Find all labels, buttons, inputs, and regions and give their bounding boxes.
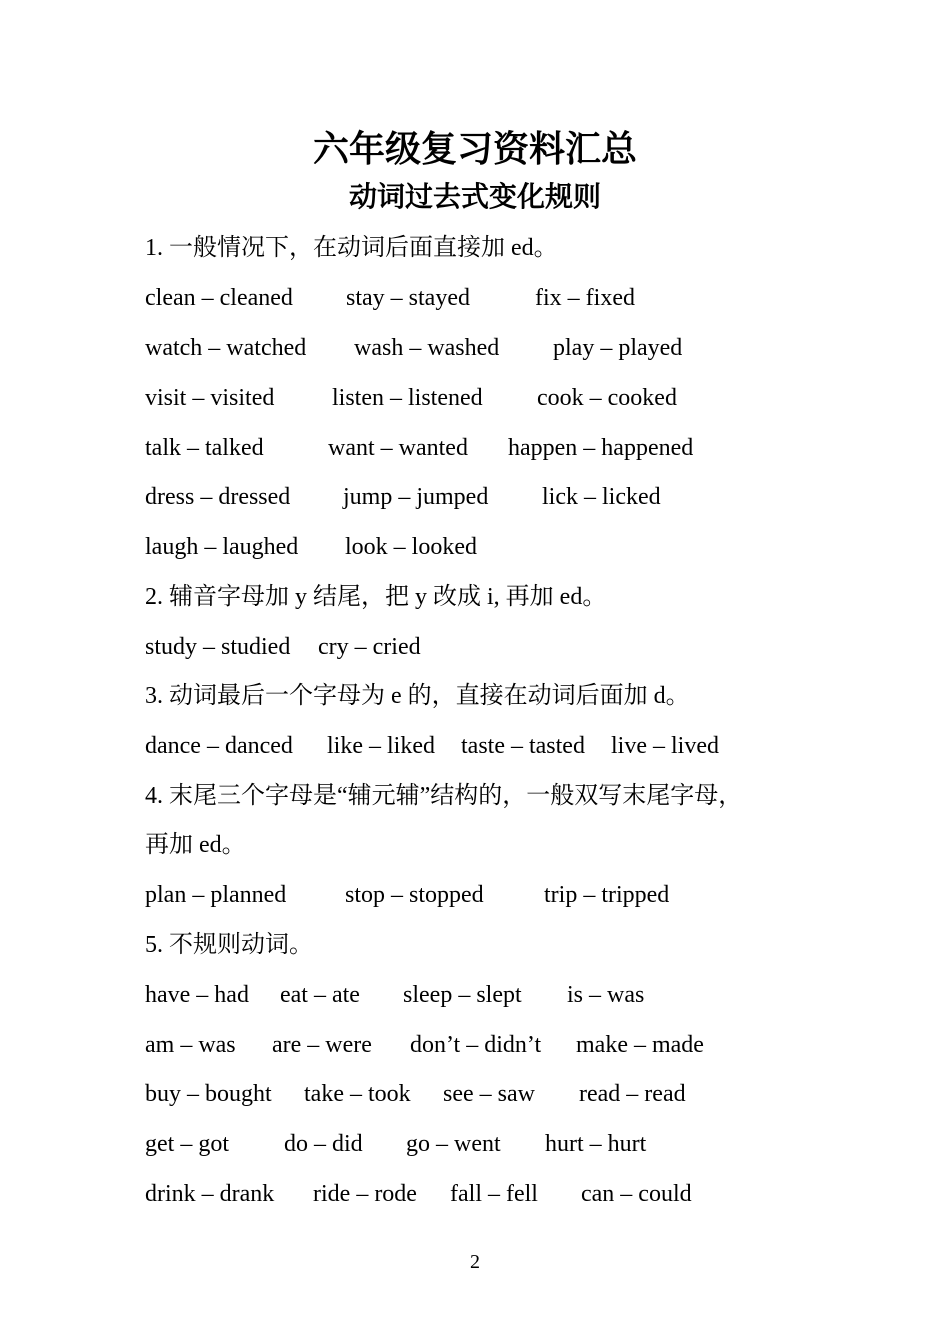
verb-pair: sleep – slept — [403, 982, 522, 1008]
rule-2-heading: 2. 辅音字母加 y 结尾，把 y 改成 i, 再加 ed。 — [145, 584, 607, 610]
verb-pair: happen – happened — [508, 435, 694, 461]
verb-pair: jump – jumped — [343, 484, 489, 510]
verb-pair: lick – licked — [542, 484, 661, 510]
verb-pair: cry – cried — [318, 634, 421, 660]
verb-pair: visit – visited — [145, 385, 275, 411]
verb-pair: can – could — [581, 1181, 692, 1207]
verb-pair: like – liked — [327, 733, 435, 759]
verb-pair: talk – talked — [145, 435, 264, 461]
verb-pair: is – was — [567, 982, 645, 1008]
verb-pair: fix – fixed — [535, 285, 635, 311]
verb-pair: fall – fell — [450, 1181, 538, 1207]
verb-pair: take – took — [304, 1081, 411, 1107]
verb-pair: read – read — [579, 1081, 686, 1107]
verb-pair: cook – cooked — [537, 385, 677, 411]
verb-pair: live – lived — [611, 733, 719, 759]
verb-pair: ride – rode — [313, 1181, 417, 1207]
verb-pair: listen – listened — [332, 385, 483, 411]
verb-pair: plan – planned — [145, 882, 287, 908]
page-number: 2 — [470, 1251, 480, 1273]
verb-pair: make – made — [576, 1032, 704, 1058]
verb-pair: stop – stopped — [345, 882, 484, 908]
verb-pair: look – looked — [345, 534, 477, 560]
rule-3-heading: 3. 动词最后一个字母为 e 的，直接在动词后面加 d。 — [145, 683, 690, 709]
verb-pair: trip – tripped — [544, 882, 670, 908]
verb-pair: study – studied — [145, 634, 291, 660]
verb-pair: are – were — [272, 1032, 372, 1058]
verb-pair: don’t – didn’t — [410, 1032, 542, 1058]
verb-pair: watch – watched — [145, 335, 307, 361]
verb-pair: wash – washed — [354, 335, 500, 361]
verb-pair: eat – ate — [280, 982, 360, 1008]
verb-pair: dance – danced — [145, 733, 293, 759]
verb-pair: go – went — [406, 1131, 501, 1157]
rule-1-heading: 1. 一般情况下，在动词后面直接加 ed。 — [145, 235, 558, 261]
verb-pair: want – wanted — [328, 435, 468, 461]
rule-4-heading-continued: 再加 ed。 — [145, 832, 246, 858]
verb-pair: laugh – laughed — [145, 534, 299, 560]
verb-pair: play – played — [553, 335, 683, 361]
verb-pair: drink – drank — [145, 1181, 275, 1207]
verb-pair: stay – stayed — [346, 285, 470, 311]
rule-4-heading: 4. 末尾三个字母是“辅元辅”结构的，一般双写末尾字母， — [145, 783, 743, 809]
rule-5-heading: 5. 不规则动词。 — [145, 932, 313, 958]
verb-pair: hurt – hurt — [545, 1131, 647, 1157]
section-title: 动词过去式变化规则 — [348, 182, 601, 213]
verb-pair: do – did — [284, 1131, 363, 1157]
verb-pair: taste – tasted — [461, 733, 585, 759]
verb-pair: buy – bought — [145, 1081, 272, 1107]
verb-pair: get – got — [145, 1131, 229, 1157]
verb-pair: clean – cleaned — [145, 285, 293, 311]
verb-pair: dress – dressed — [145, 484, 291, 510]
verb-pair: have – had — [145, 982, 249, 1008]
verb-pair: see – saw — [443, 1081, 535, 1107]
page-title: 六年级复习资料汇总 — [312, 129, 637, 169]
verb-pair: am – was — [145, 1032, 236, 1058]
